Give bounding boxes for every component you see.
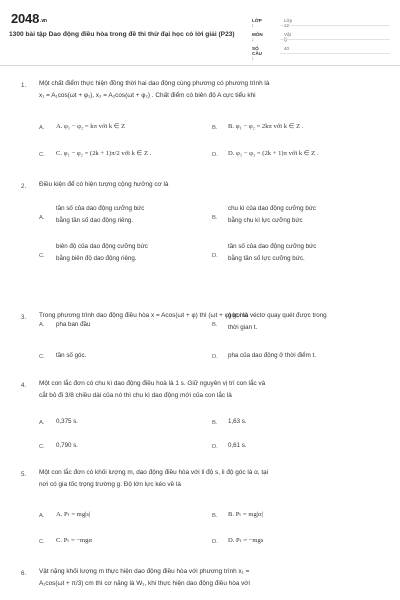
- question-number: 4.: [21, 382, 27, 389]
- meta-key: LỚP :: [252, 18, 262, 28]
- option-letter: D.: [212, 152, 218, 158]
- option-letter: B.: [212, 215, 218, 221]
- question-number: 2.: [21, 183, 27, 190]
- option-letter: B.: [212, 420, 218, 426]
- option-a[interactable]: pha ban đầu: [56, 321, 91, 328]
- option-letter: D.: [212, 539, 218, 545]
- question-number: 5.: [21, 471, 27, 478]
- option-letter: D.: [212, 253, 218, 259]
- option-d[interactable]: D. Pₜ = −mgs: [228, 537, 264, 544]
- question-text: Một con lắc đơn có khối lượng m, dao động điều hòa với li độ s, li độ góc là α, tại nơi có gia tốc trọng trường g. Độ lớn lực kéo về là: [39, 469, 269, 488]
- option-b[interactable]: góc mà véctơ quay quét được trong thời gian t.: [228, 312, 327, 331]
- option-d[interactable]: 0,61 s.: [228, 442, 247, 449]
- option-letter: A.: [39, 215, 45, 221]
- header: [0, 0, 400, 62]
- question-text: Một chất điểm thực hiện đồng thời hai dao động cùng phương có phương trình là x₁ = A₁cos(ωt + φ₁), x₂ = A₂cos(ωt + φ₂) . Chất điểm có biên độ A cực tiểu khi: [39, 80, 270, 99]
- meta-value: Lớp: [284, 18, 293, 23]
- option-letter: B.: [212, 322, 218, 328]
- option-letter: B.: [212, 513, 218, 519]
- option-c[interactable]: C. φ₁ − φ₂ = (2k + 1)π/2 với k ∈ Z .: [56, 150, 152, 157]
- option-letter: C.: [39, 253, 45, 259]
- option-letter: A.: [39, 513, 45, 519]
- meta-underline: [280, 53, 390, 54]
- option-letter: D.: [212, 444, 218, 450]
- meta-key: MÔN :: [252, 32, 263, 42]
- question-text: Điều kiện để có hiện tượng cộng hưởng cơ là: [39, 181, 169, 188]
- option-b[interactable]: B. Pₜ = mg|α|: [228, 511, 263, 518]
- site-logo[interactable]: $2048_{.vn}$: [11, 11, 47, 26]
- option-d[interactable]: D. φ₁ − φ₂ = (2k + 1)π với k ∈ Z .: [228, 150, 319, 157]
- header-divider: [0, 65, 400, 66]
- option-d[interactable]: tần số của dao động cưỡng bức bằng tần số lực cưỡng bức.: [228, 243, 317, 262]
- question-number: 1.: [21, 82, 27, 89]
- option-b[interactable]: chu kì của dao động cưỡng bức bằng chu kì lực cưỡng bức: [228, 205, 317, 224]
- option-c[interactable]: C. Pₜ = −mgα: [56, 537, 92, 544]
- option-letter: A.: [39, 125, 45, 131]
- question-number: 6.: [21, 570, 27, 577]
- meta-underline: [280, 39, 390, 40]
- option-letter: B.: [212, 125, 218, 131]
- option-a[interactable]: A. φ₁ − φ₂ = kπ với k ∈ Z: [56, 123, 126, 130]
- question-text: Vật nặng khối lượng m thực hiện dao động điều hòa với phương trình x₁ = A₁cos(ωt + π/3) cm thì cơ năng là W₁, khi thực hiện dao động điều hòa với: [39, 568, 250, 587]
- option-b[interactable]: 1,63 s.: [228, 418, 247, 425]
- question-text: Trong phương trình dao động điều hòa x = Acos(ωt + φ) thì (ωt + φ) gọi là: [39, 312, 248, 319]
- option-c[interactable]: 0,790 s.: [56, 442, 79, 449]
- option-letter: C.: [39, 152, 45, 158]
- option-b[interactable]: B. φ₁ − φ₂ = 2kπ với k ∈ Z .: [228, 123, 304, 130]
- option-c[interactable]: tần số góc.: [56, 352, 87, 359]
- option-letter: C.: [39, 444, 45, 450]
- option-a[interactable]: 0,375 s.: [56, 418, 79, 425]
- option-d[interactable]: pha của dao động ở thời điểm t.: [228, 352, 316, 359]
- meta-value: 40: [284, 46, 290, 51]
- document-title: 1300 bài tập Dao động điều hòa trong đề thi thử đại học có lời giải (P23): [9, 31, 235, 38]
- option-a[interactable]: tần số của dao động cưỡng bức bằng tần số dao động riêng.: [56, 205, 145, 224]
- meta-underline: [280, 25, 390, 26]
- question-text: Một con lắc đơn có chu kì dao động điều hoà là 1 s. Giữ nguyên vị trí con lắc và cắt bỏ đi 3/8 chiều dài của nó thì chu kì dao động mới của con lắc là: [39, 380, 266, 399]
- option-letter: A.: [39, 420, 45, 426]
- meta-value: Vật: [284, 32, 291, 37]
- meta-key: SỐ CÂU :: [252, 46, 262, 61]
- option-letter: A.: [39, 322, 45, 328]
- option-letter: C.: [39, 354, 45, 360]
- question-number: 3.: [21, 314, 27, 321]
- option-letter: C.: [39, 539, 45, 545]
- option-c[interactable]: biên độ của dao động cưỡng bức bằng biên độ dao động riêng.: [56, 243, 148, 262]
- option-letter: D.: [212, 354, 218, 360]
- option-a[interactable]: A. Pₜ = mg|s|: [56, 511, 91, 518]
